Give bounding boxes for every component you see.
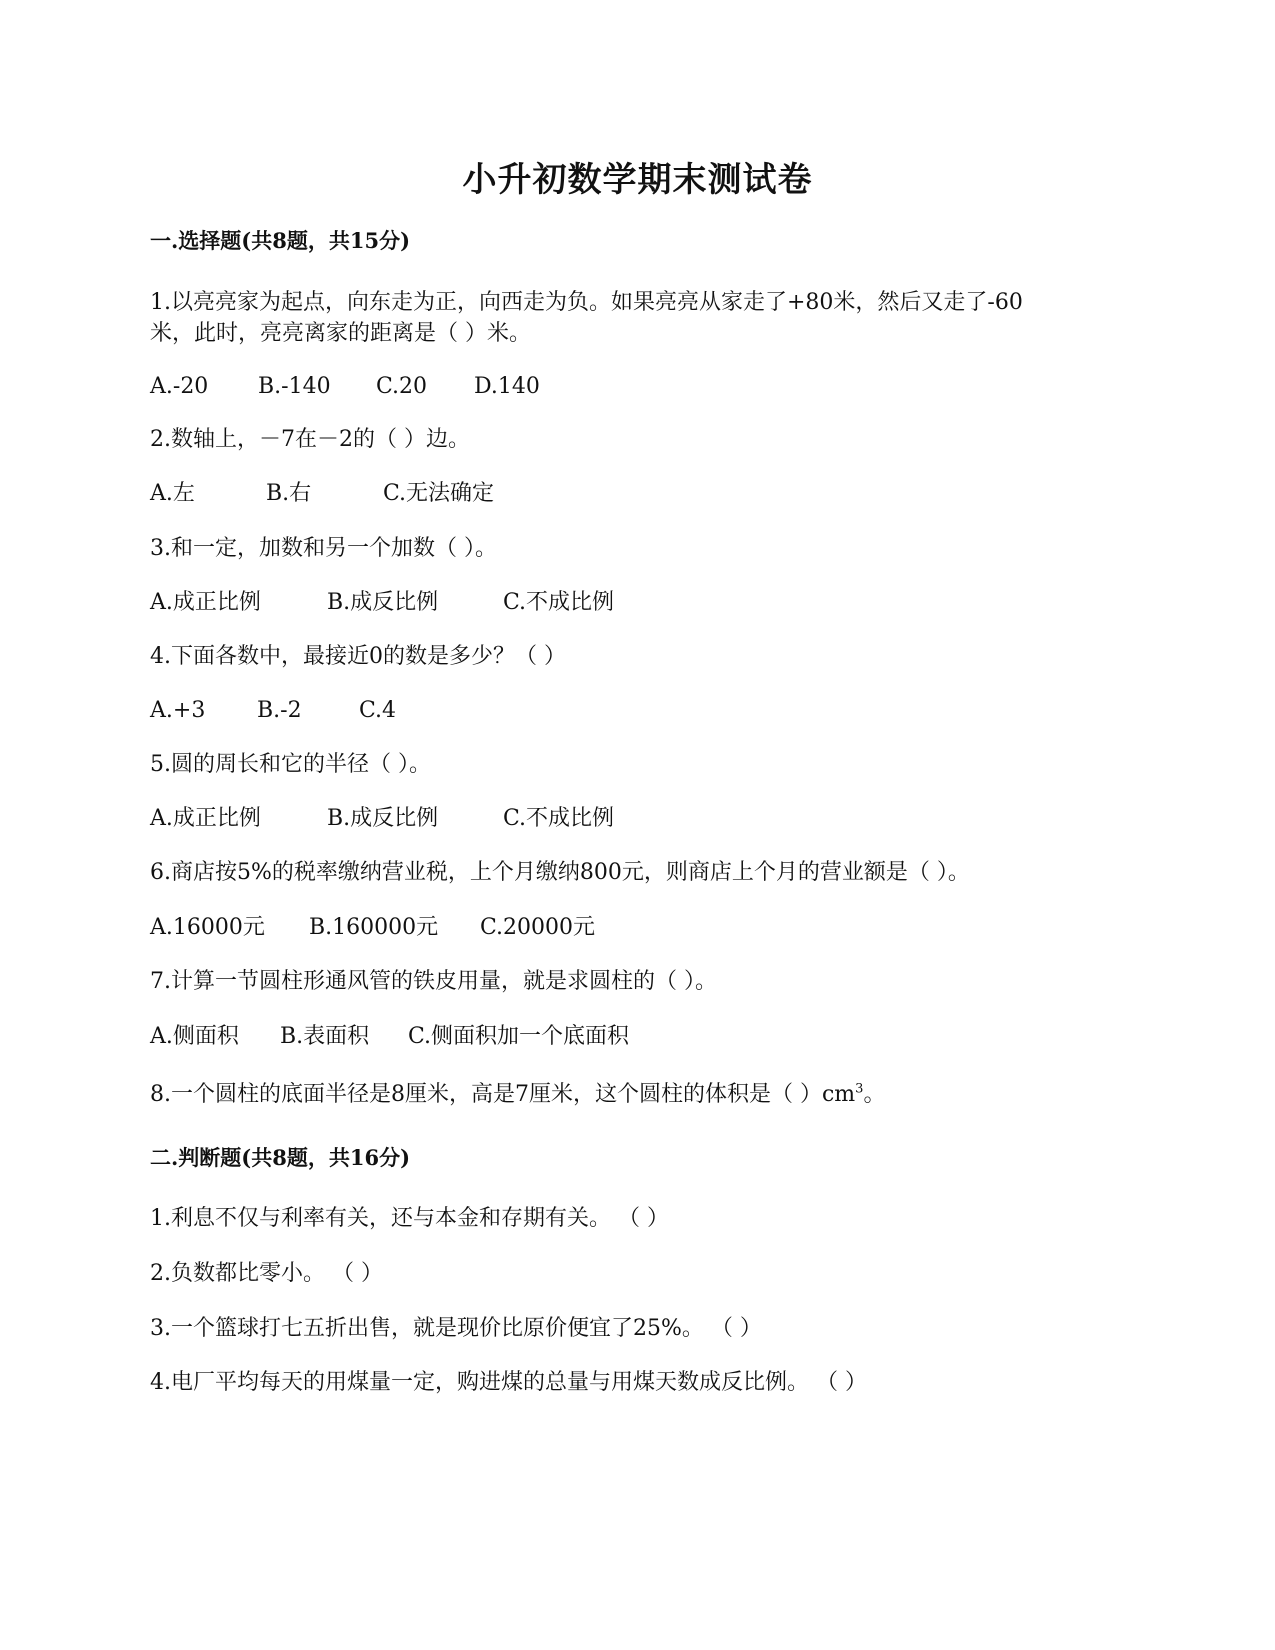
question-5-stem: 5.圆的周长和它的半径（ ）。 (150, 752, 431, 777)
question-1-options (150, 374, 540, 400)
question-5-options (150, 806, 614, 832)
question-4-stem: 4.下面各数中，最接近0的数是多少？（ ） (150, 644, 566, 669)
option: A.+3 (150, 698, 206, 723)
option: A.左 (150, 481, 195, 506)
judgment-item-4: 4.电厂平均每天的用煤量一定，购进煤的总量与用煤天数成反比例。 （ ） (150, 1370, 867, 1395)
option: B.-2 (257, 698, 302, 723)
question-8-text: 8.一个圆柱的底面半径是8厘米，高是7厘米，这个圆柱的体积是（ ）cm (150, 1082, 856, 1107)
page-title: 小升初数学期末测试卷 (462, 160, 813, 200)
option: A.侧面积 (150, 1024, 239, 1049)
option: C.4 (359, 698, 397, 723)
question-1-line-1: 1.以亮亮家为起点，向东走为正，向西走为负。如果亮亮从家走了+80米，然后又走了-60 (150, 290, 1023, 315)
option: C.20000元 (480, 915, 596, 940)
option: A.成正比例 (150, 590, 261, 615)
question-7-stem: 7.计算一节圆柱形通风管的铁皮用量，就是求圆柱的（ ）。 (150, 969, 717, 994)
option: B.右 (266, 481, 312, 506)
question-8-end: 。 (863, 1082, 886, 1107)
question-3-options (150, 590, 614, 616)
option: A.-20 (150, 374, 209, 399)
option: B.成反比例 (327, 806, 439, 831)
question-7-options (150, 1024, 629, 1050)
question-6-options (150, 915, 595, 941)
question-4-options (150, 698, 396, 724)
option: C.侧面积加一个底面积 (408, 1024, 630, 1049)
option: D.140 (474, 374, 540, 399)
option: A.成正比例 (150, 806, 261, 831)
option: B.160000元 (309, 915, 439, 940)
question-3-stem: 3.和一定，加数和另一个加数（ ）。 (150, 536, 497, 561)
option: C.无法确定 (383, 481, 495, 506)
section-heading-choice: 一.选择题(共8题，共15分) (150, 228, 411, 253)
option: C.不成比例 (503, 806, 615, 831)
judgment-item-3: 3.一个篮球打七五折出售，就是现价比原价便宜了25%。 （ ） (150, 1316, 762, 1341)
question-2-options (150, 481, 494, 507)
question-1-line-2: 米，此时，亮亮离家的距离是（ ）米。 (150, 321, 531, 346)
judgment-item-1: 1.利息不仅与利率有关，还与本金和存期有关。 （ ） (150, 1206, 669, 1231)
option: B.-140 (258, 374, 331, 399)
question-2-stem: 2.数轴上，－7在－2的（ ）边。 (150, 427, 470, 452)
judgment-item-2: 2.负数都比零小。 （ ） (150, 1261, 383, 1286)
option: B.表面积 (280, 1024, 370, 1049)
option: A.16000元 (150, 915, 265, 940)
option: C.不成比例 (503, 590, 615, 615)
question-6-stem: 6.商店按5%的税率缴纳营业税，上个月缴纳800元，则商店上个月的营业额是（ ）。 (150, 860, 970, 885)
option: C.20 (376, 374, 428, 399)
section-heading-judgment: 二.判断题(共8题，共16分) (150, 1145, 411, 1170)
question-8-stem (150, 1082, 885, 1108)
superscript: 3 (855, 1081, 864, 1097)
option: B.成反比例 (327, 590, 439, 615)
